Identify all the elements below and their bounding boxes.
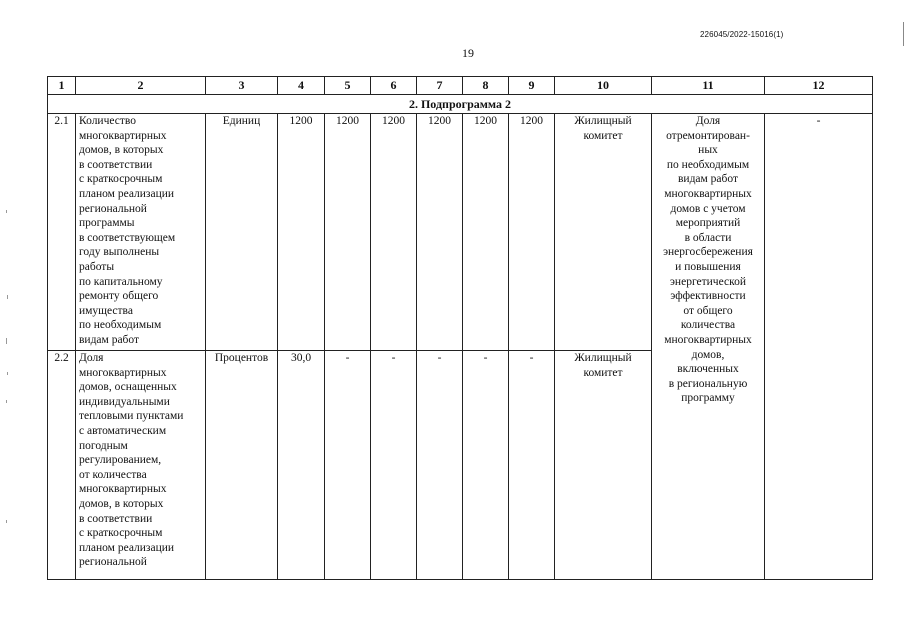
- scan-artifact: [6, 400, 7, 403]
- indicator-name: [76, 114, 206, 351]
- column-header: 5: [325, 77, 371, 95]
- document-registration-number: 226045/2022-15016(1): [700, 30, 784, 39]
- cell-line: с краткосрочным: [79, 527, 163, 540]
- cell-line: в области: [684, 231, 732, 244]
- value-cell: -: [325, 351, 371, 580]
- cell-line: видам работ: [677, 173, 739, 186]
- cell-line: многоквартирных: [664, 333, 752, 346]
- cell-line: с автоматическим: [79, 424, 167, 437]
- column-header: 7: [417, 77, 463, 95]
- cell-line: работы: [79, 260, 115, 273]
- column-header: 4: [278, 77, 325, 95]
- page-number: 19: [462, 46, 474, 60]
- cell-line: планом реализации: [79, 187, 175, 200]
- value-cell: 1200: [463, 114, 509, 351]
- cell-line: энергосбережения: [663, 246, 753, 259]
- cell-line: Доля: [79, 352, 104, 364]
- scan-edge-mark: [903, 22, 904, 46]
- value-cell: -: [371, 351, 417, 580]
- value-cell: -: [509, 351, 555, 580]
- cell-line: Жилищный: [574, 115, 632, 127]
- value-cell: 1200: [509, 114, 555, 351]
- cell-line: в соответствующем: [79, 231, 176, 244]
- cell-line: мероприятий: [675, 217, 741, 230]
- column-number-row: [48, 77, 873, 95]
- cell-line: в региональную: [668, 377, 748, 390]
- cell-line: от общего: [683, 304, 733, 317]
- cell-line: по необходимым: [666, 158, 750, 171]
- row-number: 2.2: [48, 351, 76, 580]
- cell-line: и повышения: [675, 260, 741, 273]
- note-cell: -: [765, 114, 873, 580]
- column-header: 3: [206, 77, 278, 95]
- cell-line: домов с учетом: [670, 202, 746, 215]
- cell-line: в соответствии: [79, 158, 153, 171]
- cell-line: домов, оснащенных: [79, 381, 177, 394]
- cell-line: с краткосрочным: [79, 173, 163, 186]
- row-number: 2.1: [48, 114, 76, 351]
- column-header: 1: [48, 77, 76, 95]
- column-header: 12: [765, 77, 873, 95]
- cell-line: программы: [79, 217, 135, 230]
- cell-line: по необходимым: [79, 319, 162, 332]
- cell-line: включенных: [677, 363, 739, 376]
- cell-line: в соответствии: [79, 512, 153, 525]
- cell-line: отремонтирован-: [666, 129, 750, 142]
- cell-line: энергетической: [670, 275, 746, 288]
- column-header: 2: [76, 77, 206, 95]
- column-header: 11: [652, 77, 765, 95]
- cell-line: эффективности: [670, 290, 746, 303]
- unit-cell: Единиц: [206, 114, 278, 351]
- executor-cell: [555, 351, 652, 580]
- cell-line: региональной: [79, 202, 147, 215]
- scan-artifact: [6, 520, 7, 523]
- cell-line: программу: [681, 392, 735, 405]
- cell-line: количества: [680, 319, 736, 332]
- section-row: [48, 95, 873, 114]
- cell-line: комитет: [583, 366, 623, 379]
- cell-line: региональной: [79, 556, 147, 569]
- cell-line: комитет: [583, 129, 623, 142]
- cell-line: от количества: [79, 468, 147, 481]
- cell-line: ных: [698, 144, 718, 157]
- column-header: 8: [463, 77, 509, 95]
- value-cell: 1200: [417, 114, 463, 351]
- cell-line: видам работ: [79, 333, 140, 346]
- indicators-table: [47, 76, 873, 580]
- relation-cell: [652, 114, 765, 580]
- cell-line: году выполнены: [79, 246, 160, 259]
- scan-artifact: [6, 210, 7, 213]
- cell-line: Количество: [79, 115, 136, 127]
- cell-line: домов, в которых: [79, 144, 164, 157]
- cell-line: Доля: [695, 115, 721, 127]
- value-cell: -: [417, 351, 463, 580]
- cell-line: домов, в которых: [79, 497, 164, 510]
- table-row: [48, 114, 873, 351]
- executor-cell: [555, 114, 652, 351]
- cell-line: многоквартирных: [79, 483, 167, 496]
- cell-line: многоквартирных: [664, 187, 752, 200]
- cell-line: планом реализации: [79, 541, 175, 554]
- scan-artifact: [7, 295, 8, 299]
- scan-artifact: [6, 338, 7, 344]
- cell-line: домов,: [691, 348, 725, 361]
- column-header: 6: [371, 77, 417, 95]
- cell-line: погодным: [79, 439, 128, 452]
- value-cell: 1200: [371, 114, 417, 351]
- column-header: 10: [555, 77, 652, 95]
- value-cell: 1200: [325, 114, 371, 351]
- cell-line: имущества: [79, 304, 133, 317]
- cell-line: по капитальному: [79, 275, 163, 288]
- section-title: 2. Подпрограмма 2: [48, 95, 873, 114]
- unit-cell: Процентов: [206, 351, 278, 580]
- cell-line: регулированием,: [79, 454, 162, 467]
- value-cell: 30,0: [278, 351, 325, 580]
- value-cell: 1200: [278, 114, 325, 351]
- indicator-name: [76, 351, 206, 580]
- column-header: 9: [509, 77, 555, 95]
- cell-line: индивидуальными: [79, 395, 170, 408]
- scan-artifact: [7, 372, 8, 375]
- cell-line: Жилищный: [574, 352, 632, 364]
- cell-line: многоквартирных: [79, 366, 167, 379]
- cell-line: тепловыми пунктами: [79, 410, 184, 423]
- cell-line: ремонту общего: [79, 290, 159, 303]
- value-cell: -: [463, 351, 509, 580]
- cell-line: многоквартирных: [79, 129, 167, 142]
